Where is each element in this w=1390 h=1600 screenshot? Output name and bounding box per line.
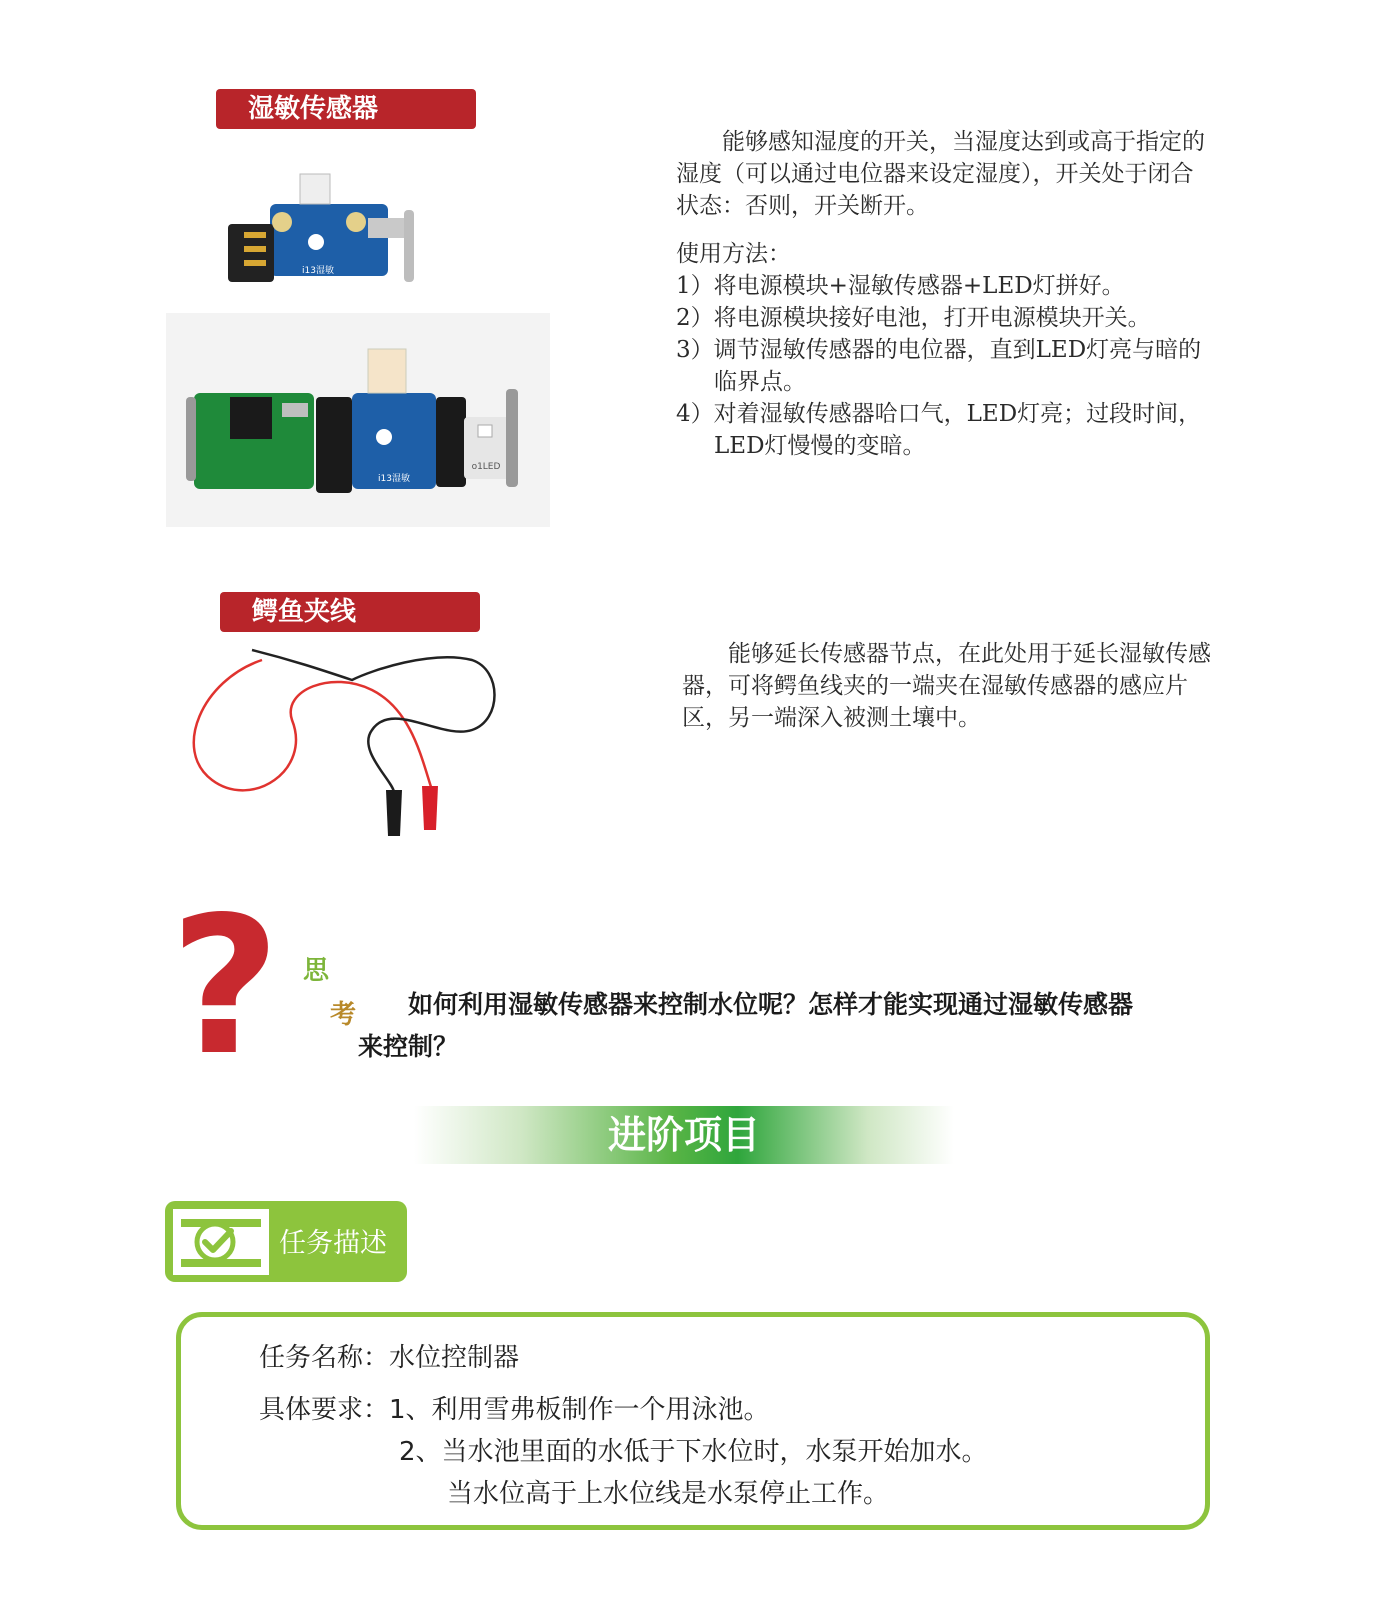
think-question-line2: 来控制？ <box>358 1032 459 1061</box>
check-circle-icon <box>173 1209 269 1275</box>
think-char-2: 考 <box>330 1000 357 1030</box>
advanced-project-title: 进阶项目 <box>607 1113 760 1157</box>
section-title-alligator-clip <box>220 592 480 632</box>
usage-title: 使用方法： <box>676 241 791 267</box>
assembled-modules-image <box>166 313 550 527</box>
task-tab-label: 任务描述 <box>279 1228 387 1259</box>
section-title-text-2: 鳄鱼夹线 <box>252 597 357 627</box>
task-req-2: 2、当水池里面的水低于下水位时，水泵开始加水。 <box>399 1437 988 1467</box>
humidity-sensor-illustration <box>218 170 418 295</box>
section-title-humidity-sensor <box>216 89 476 129</box>
section-title-text: 湿敏传感器 <box>248 94 379 124</box>
alligator-clip-description: 能够延长传感器节点，在此处用于延长湿敏传感器，可将鳄鱼线夹的一端夹在湿敏传感器的感应片区，另一端深入被测土壤中。 <box>682 641 1211 731</box>
task-name-label: 任务名称： <box>259 1343 390 1373</box>
led-label: o1LED <box>471 462 501 472</box>
module-label-2: i13湿敏 <box>378 474 410 484</box>
task-req-1: 1、利用雪弗板制作一个用泳池。 <box>389 1395 770 1425</box>
usage-step-3: 3）调节湿敏传感器的电位器，直到LED灯亮与暗的临界点。 <box>676 337 1202 395</box>
task-icon-frame <box>173 1209 269 1275</box>
usage-step-2: 2）将电源模块接好电池，打开电源模块开关。 <box>676 305 1151 331</box>
think-question-line1: 如何利用湿敏传感器来控制水位呢？怎样才能实现通过湿敏传感器 <box>408 990 1134 1019</box>
task-description-box <box>176 1312 1210 1530</box>
task-name-value: 水位控制器 <box>389 1343 520 1373</box>
task-req-row <box>259 1389 770 1431</box>
task-req-3: 当水位高于上水位线是水泵停止工作。 <box>447 1479 890 1509</box>
alligator-clip-image <box>172 640 522 850</box>
advanced-project-banner <box>414 1106 954 1164</box>
question-mark-icon: ? <box>170 876 281 1097</box>
usage-step-4: 4）对着湿敏传感器哈口气，LED灯亮；过段时间，LED灯慢慢的变暗。 <box>676 401 1202 459</box>
usage-step-1: 1）将电源模块+湿敏传感器+LED灯拼好。 <box>676 273 1125 299</box>
alligator-clip-text <box>682 638 1222 734</box>
assembled-modules-illustration <box>166 313 550 527</box>
alligator-clip-illustration <box>172 640 522 850</box>
humidity-sensor-description: 能够感知湿度的开关，当湿度达到或高于指定的湿度（可以通过电位器来设定湿度），开关处于闭合状态：否则，开关断开。 <box>676 129 1205 219</box>
think-char-1: 思 <box>303 956 330 986</box>
task-description-tab <box>165 1201 407 1282</box>
humidity-sensor-text <box>676 126 1216 462</box>
humidity-sensor-image <box>218 170 418 295</box>
task-name-row <box>259 1337 519 1379</box>
module-label: i13湿敏 <box>302 266 334 276</box>
task-req-label: 具体要求： <box>259 1395 390 1425</box>
